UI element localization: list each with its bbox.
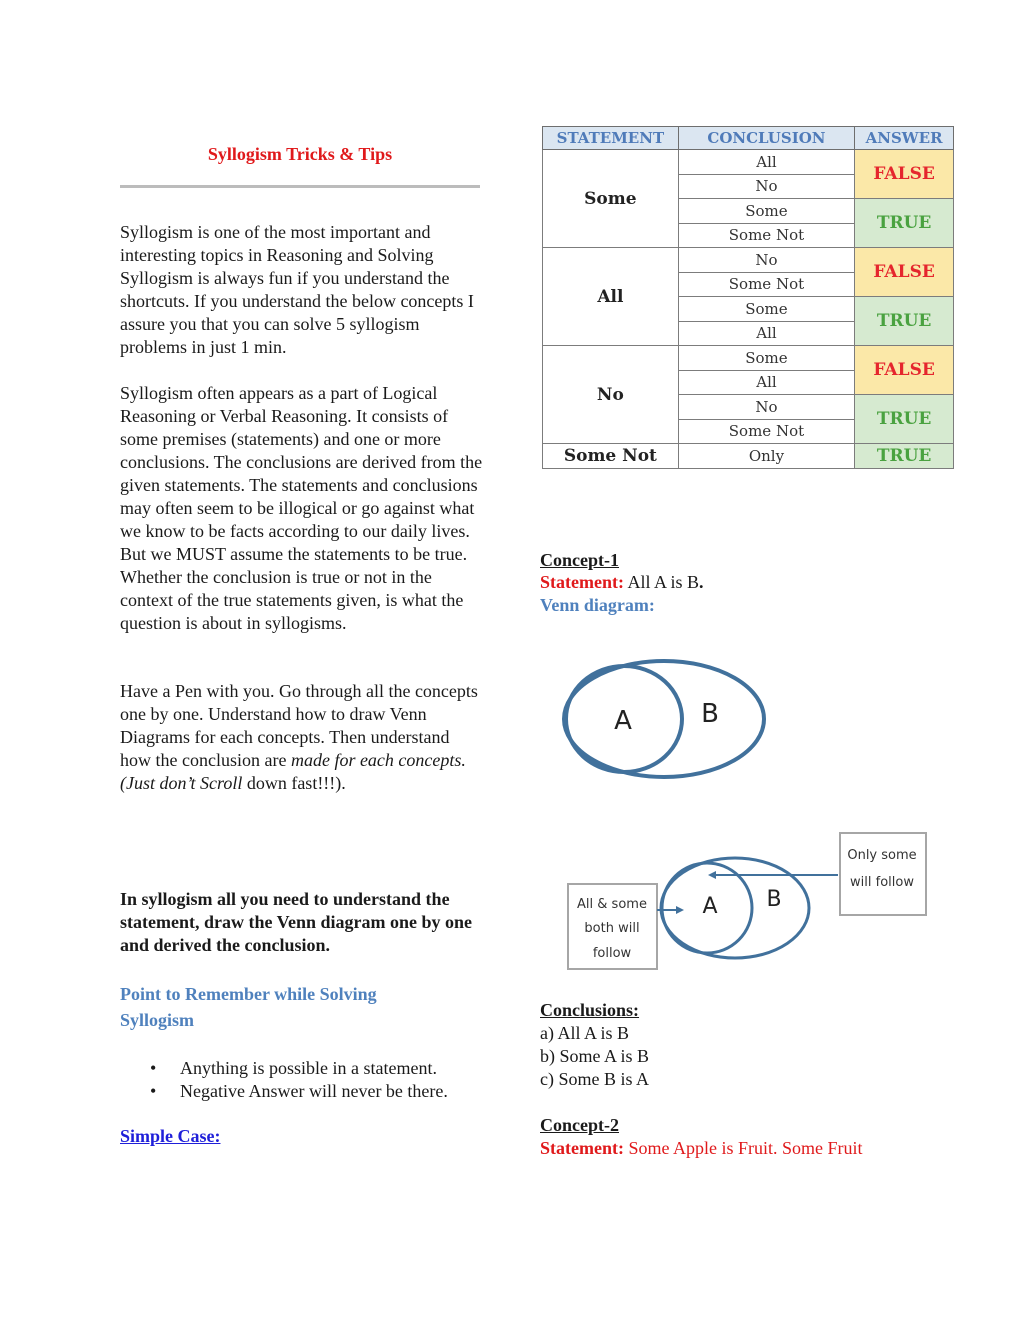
conclusion-cell: Some	[678, 199, 854, 224]
header-answer: ANSWER	[855, 127, 954, 150]
simple-case-link[interactable]: Simple Case:	[120, 1126, 221, 1146]
intro-paragraph-3	[120, 680, 485, 795]
concept-1-heading: Concept-1	[540, 550, 619, 570]
statement-label: Statement:	[540, 572, 624, 592]
left-box-line: follow	[592, 946, 632, 961]
header-conclusion: CONCLUSION	[678, 127, 854, 150]
conclusion-cell: All	[678, 321, 854, 346]
title-divider	[120, 185, 480, 188]
conclusions-list	[540, 1022, 649, 1091]
conclusions-heading: Conclusions:	[540, 1000, 640, 1020]
statement-cell: All	[543, 248, 679, 346]
bullet-list	[150, 1057, 448, 1103]
conclusion-cell: Some	[678, 297, 854, 322]
concept-2-heading: Concept-2	[540, 1115, 619, 1135]
conclusion-cell: No	[678, 174, 854, 199]
intro-paragraph-4: In syllogism all you need to understand the statement, draw the Venn diagram one by one and derived the conclusion.	[120, 889, 473, 955]
venn-diagram-1	[558, 652, 768, 782]
left-box-line: All & some	[577, 897, 647, 912]
conclusion-cell: All	[678, 370, 854, 395]
p3-italic-text: made for each concepts.(Just don’t Scroll	[120, 750, 466, 793]
arrow-head-left	[676, 906, 684, 914]
venn-diagram-label: Venn diagram:	[540, 595, 655, 615]
answer-false-cell: FALSE	[855, 248, 954, 297]
concept-2-statement	[540, 1137, 863, 1160]
syllogism-answer-table	[542, 126, 954, 469]
conclusion-item: a) All A is B	[540, 1023, 630, 1043]
answer-false-cell: FALSE	[855, 346, 954, 395]
point-to-remember-heading: Point to Remember while Solving Syllogism	[120, 984, 377, 1030]
statement-period: .	[699, 572, 704, 592]
statement-text: All A is B	[623, 572, 700, 592]
venn2-label-b: B	[766, 887, 782, 912]
intro-paragraph-1: Syllogism is one of the most important and interesting topics in Reasoning and Solving Syllogism is always fun if you understand the shortcuts. If you understand the below concepts I assure you that you can solve 5 syllogism problems in just 1 min.	[120, 222, 474, 357]
statement-cell: Some	[543, 150, 679, 248]
header-statement: STATEMENT	[543, 127, 679, 150]
right-annotation-box	[840, 833, 926, 915]
conclusion-cell: Some	[678, 346, 854, 371]
conclusion-cell: No	[678, 248, 854, 273]
conclusion-cell: No	[678, 395, 854, 420]
p3-end-text: down fast!!!).	[242, 773, 346, 793]
conclusion-cell: Only	[678, 444, 854, 469]
answer-true-cell: TRUE	[855, 297, 954, 346]
statement-cell: Some Not	[543, 444, 679, 469]
syllogism-table	[542, 126, 954, 471]
venn2-label-a: A	[702, 894, 718, 919]
answer-true-cell: TRUE	[855, 199, 954, 248]
conclusion-item: c) Some B is A	[540, 1069, 650, 1089]
bullet-item: • Negative Answer will never be there.	[150, 1080, 448, 1103]
arrow-head-right	[708, 871, 716, 879]
statement-cell: No	[543, 346, 679, 444]
venn-label-b: B	[701, 699, 719, 729]
bullet-item: • Anything is possible in a statement.	[150, 1057, 448, 1080]
statement-label: Statement:	[540, 1138, 624, 1158]
intro-paragraph-2: Syllogism often appears as a part of Logical Reasoning or Verbal Reasoning. It consists of some premises (statements) and one or more conclusions. The conclusions are derived from the given statements. The statements and conclusions may often seem to be illogical or go against what we know to be facts according to our daily lives. But we MUST assume the statements to be true. Whether the conclusion is true or not in the context of the true statements given, is what the question is about in syllogisms.	[120, 383, 483, 633]
venn-diagram-2	[560, 828, 932, 978]
conclusion-cell: Some Not	[678, 419, 854, 444]
conclusion-cell: Some Not	[678, 223, 854, 248]
left-box-line: both will	[584, 921, 640, 936]
answer-true-cell: TRUE	[855, 444, 954, 469]
document-title: Syllogism Tricks & Tips	[207, 144, 393, 164]
venn-label-a: A	[614, 706, 632, 736]
concept-1-statement	[540, 571, 704, 594]
conclusion-item: b) Some A is B	[540, 1046, 650, 1066]
p3-text: Have a Pen with you. Go through all the concepts one by one. Understand how to draw Venn Diagrams for each concepts. Then understand how the conclusion are	[120, 681, 478, 770]
answer-false-cell: FALSE	[855, 150, 954, 199]
conclusion-cell: Some Not	[678, 272, 854, 297]
right-box-line: will follow	[850, 875, 914, 890]
statement-text: Some Apple is Fruit. Some Fruit	[623, 1138, 863, 1158]
answer-true-cell: TRUE	[855, 395, 954, 444]
right-box-line: Only some	[847, 848, 917, 863]
conclusion-cell: All	[678, 150, 854, 175]
